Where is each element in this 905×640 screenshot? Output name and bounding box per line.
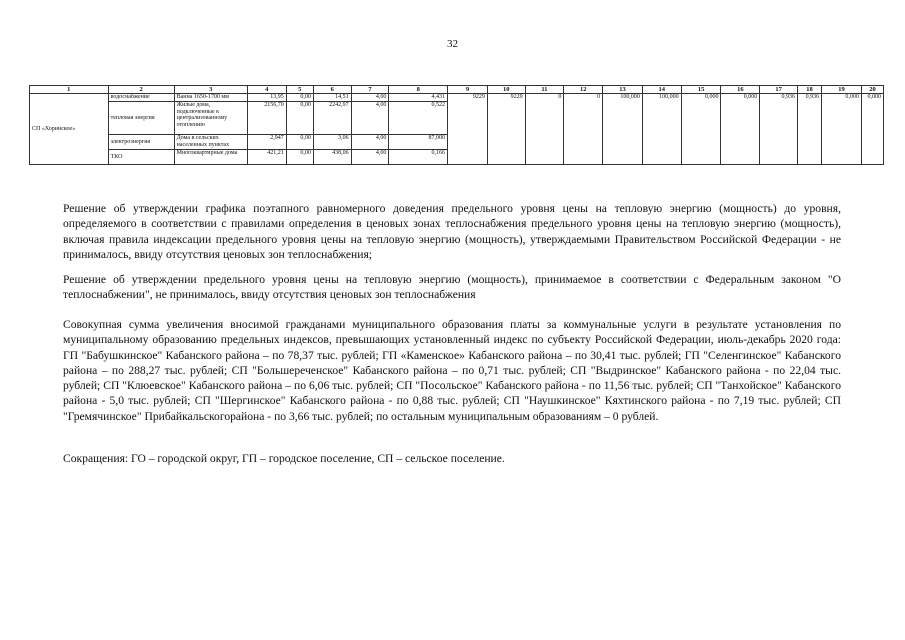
- description-cell: Жилые дома, подключенные к централизованному отоплению: [174, 102, 247, 135]
- table-header-row: [30, 86, 884, 94]
- header-cell: 4: [247, 86, 286, 94]
- header-cell: 13: [603, 86, 643, 94]
- value-cell: 4,431: [389, 94, 448, 102]
- value-cell: 0,00: [286, 94, 313, 102]
- value-cell: 2242,97: [313, 102, 351, 135]
- header-cell: 19: [822, 86, 862, 94]
- service-cell: ТКО: [108, 150, 174, 165]
- value-cell: 421,21: [247, 150, 286, 165]
- paragraph-tariff-schedule-decision: Решение об утверждении графика поэтапного равномерного доведения предельного уровня цены на тепловую энергию (мощность) до уровня, определяемого в соответствии с правилами определения в ценовых зонах теплоснабжения предельного уровня цены на тепловую энергию (мощность), включая правила индексации предельного уровня цены на тепловую энергию (мощность), утверждаемыми Правительством Российской Федерации - не принималось, ввиду отсутствия ценовых зон теплоснабжения;: [63, 202, 841, 261]
- value-cell: 100,000: [642, 94, 681, 165]
- value-cell: 0,000: [681, 94, 721, 165]
- paragraph-payment-increase: Совокупная сумма увеличения вносимой гражданами муниципального образования платы за коммунальные услуги в результате установления по муниципальному образованию предельных индексов, превышающих установленный индекс по субъекту Российской Федерации, июль-декабрь 2020 года: ГП "Бабушкинское" Кабанского района – по 78,37 тыс. рублей; ГП «Каменское» Кабанского района – по 30,41 тыс. рублей; ГП "Селенгинское" Кабанского района – по 288,27 тыс. рублей; СП "Большереченское" Кабанского района – по 0,71 тыс. рублей; СП "Выдринское" Кабанского района - по 22,04 тыс. рублей; СП "Клюевское" Кабанского района – по 6,06 тыс. рублей; СП "Посольское" Кабанского района - по 11,56 тыс. рублей; СП "Танхойское" Кабанского района - 5,0 тыс. рублей; СП "Шергинское" Кабанского района - по 0,88 тыс. рублей; СП "Наушкинское" Кяхтинского района - по 7,19 тыс. рублей; СП "Гремячинское" Прибайкальскогорайона - по 3,66 тыс. рублей; по остальным муниципальным образованиям – 0 рублей.: [63, 318, 841, 423]
- value-cell: 4,00: [351, 135, 389, 150]
- value-cell: 14,51: [313, 94, 351, 102]
- description-cell: Многоквартирные дома: [174, 150, 247, 165]
- header-cell: 15: [681, 86, 721, 94]
- header-cell: 18: [797, 86, 821, 94]
- table-row: [30, 94, 884, 102]
- value-cell: 13,95: [247, 94, 286, 102]
- description-cell: Ванна 1650-1700 мм: [174, 94, 247, 102]
- header-cell: 7: [351, 86, 389, 94]
- value-cell: 2156,70: [247, 102, 286, 135]
- value-cell: 0,00: [286, 135, 313, 150]
- header-cell: 1: [30, 86, 109, 94]
- value-cell: 2,947: [247, 135, 286, 150]
- value-cell: 0,000: [822, 94, 862, 165]
- value-cell: 0,166: [389, 150, 448, 165]
- value-cell: 0: [525, 94, 564, 165]
- header-cell: 14: [642, 86, 681, 94]
- paragraph-abbreviations: Сокращения: ГО – городской округ, ГП – городское поселение, СП – сельское поселение.: [63, 452, 505, 465]
- settlement-cell: СП «Хоринское»: [30, 94, 109, 165]
- value-cell: 0,522: [389, 102, 448, 135]
- header-cell: 11: [525, 86, 564, 94]
- value-cell: 0,00: [286, 150, 313, 165]
- header-cell: 3: [174, 86, 247, 94]
- tariff-table: [29, 85, 884, 165]
- header-cell: 20: [861, 86, 883, 94]
- value-cell: 0,936: [797, 94, 821, 165]
- page-number: 32: [447, 38, 458, 50]
- header-cell: 6: [313, 86, 351, 94]
- header-cell: 12: [564, 86, 603, 94]
- description-cell: Дома в сельских населенных пунктах: [174, 135, 247, 150]
- value-cell: 100,000: [603, 94, 643, 165]
- value-cell: 87,000: [389, 135, 448, 150]
- value-cell: 0: [564, 94, 603, 165]
- header-cell: 17: [760, 86, 798, 94]
- value-cell: 0,00: [286, 102, 313, 135]
- value-cell: 0,936: [760, 94, 798, 165]
- value-cell: 438,06: [313, 150, 351, 165]
- value-cell: 4,00: [351, 150, 389, 165]
- value-cell: 9229: [487, 94, 525, 165]
- header-cell: 5: [286, 86, 313, 94]
- value-cell: 4,00: [351, 94, 389, 102]
- value-cell: 9229: [448, 94, 488, 165]
- header-cell: 2: [108, 86, 174, 94]
- service-cell: водоснабжение: [108, 94, 174, 102]
- header-cell: 16: [721, 86, 760, 94]
- header-cell: 8: [389, 86, 448, 94]
- value-cell: 0,000: [861, 94, 883, 165]
- service-cell: тепловая энергия: [108, 102, 174, 135]
- header-cell: 9: [448, 86, 488, 94]
- value-cell: 3,06: [313, 135, 351, 150]
- value-cell: 4,00: [351, 102, 389, 135]
- paragraph-price-limit-decision: Решение об утверждении предельного уровня цены на тепловую энергию (мощность), принимаемое в соответствии с Федеральным законом "О теплоснабжении", не принималось, ввиду отсутствия ценовых зон теплоснабжения: [63, 273, 841, 302]
- header-cell: 10: [487, 86, 525, 94]
- service-cell: электроэнергия: [108, 135, 174, 150]
- value-cell: 0,000: [721, 94, 760, 165]
